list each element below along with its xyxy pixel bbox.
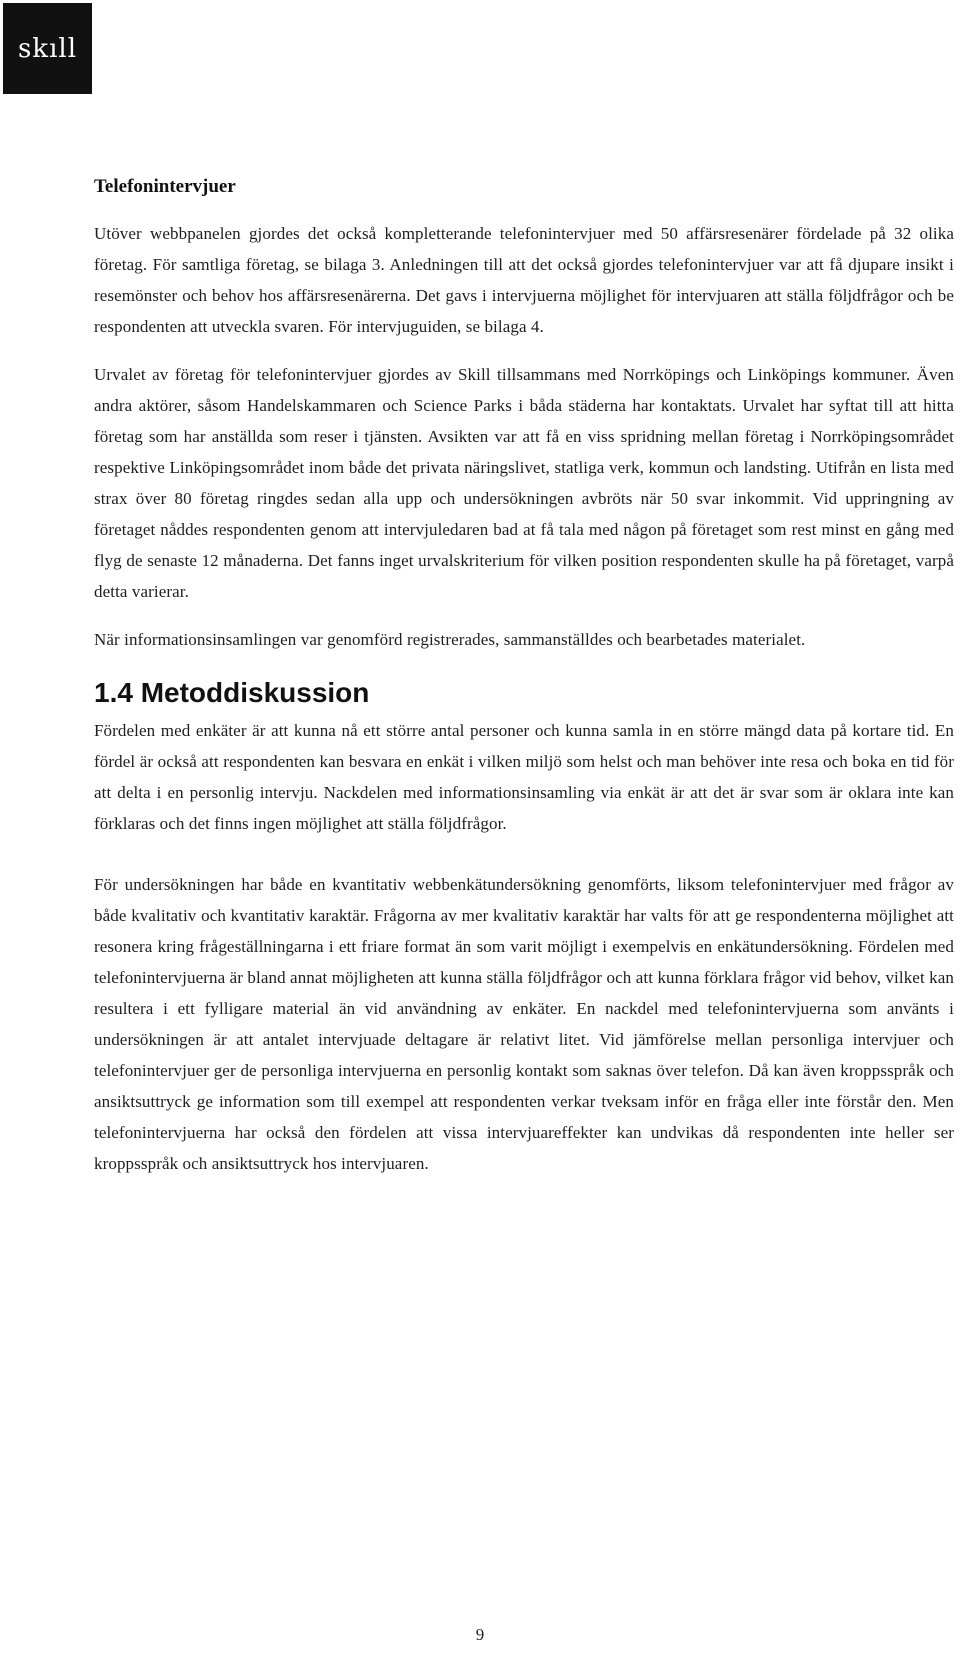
paragraph: Utöver webbpanelen gjordes det också kompletterande telefonintervjuer med 50 affärsresenärer fördelade på 32 olika företag. För samtliga företag, se bilaga 3. Anledningen till att det också gjordes telefonintervjuer var att få djupare insikt i resemönster och behov hos affärsresenärerna. Det gavs i intervjuerna möjlighet för intervjuaren att ställa följdfrågor och be respondenten att utveckla svaren. För intervjuguiden, se bilaga 4. — [94, 224, 954, 336]
skill-logo — [3, 3, 92, 94]
document-body — [94, 168, 954, 1196]
section-heading-metoddiskussion: 1.4 Metoddiskussion — [94, 677, 370, 708]
paragraph: Fördelen med enkäter är att kunna nå ett större antal personer och kunna samla in en större mängd data på kortare tid. En fördel är också att respondenten kan besvara en enkät i vilken miljö som helst och man behöver inte resa och boka en tid för att delta i en personlig intervju. Nackdelen med informationsinsamling via enkät är att det är svar som är oklara inte kan förklaras och det finns ingen möjlighet att ställa följdfrågor. — [94, 721, 954, 833]
paragraph: För undersökningen har både en kvantitativ webbenkätundersökning genomförts, liksom telefonintervjuer med frågor av både kvalitativ och kvantitativ karaktär. Frågorna av mer kvalitativ karaktär har valts för att ge respondenterna möjlighet att resonera kring frågeställningarna i ett friare format än som varit möjligt i exempelvis en enkätundersökning. Fördelen med telefonintervjuerna är bland annat möjligheten att kunna ställa följdfrågor och att kunna förklara frågor vid behov, vilket kan resultera i ett fylligare material än vid användning av enkäter. En nackdel med telefonintervjuerna som använts i undersökningen är att antalet intervjuade deltagare är relativt litet. Vid jämförelse mellan personliga intervjuer och telefonintervjuer ger de personliga intervjuerna en personlig kontakt som saknas över telefon. Då kan även kroppsspråk och ansiktsuttryck ge information som till exempel att respondenten verkar tveksam inför en fråga eller inte förstår den. Men telefonintervjuerna har också den fördelen att vissa intervjuareffekter kan undvikas då respondenten inte heller ser kroppsspråk och ansiktsuttryck hos intervjuaren. — [94, 875, 954, 1173]
page-number: 9 — [475, 1625, 485, 1644]
paragraph: När informationsinsamlingen var genomförd registrerades, sammanställdes och bearbetades materialet. — [94, 630, 806, 649]
logo-text: skıll — [17, 33, 78, 64]
section-heading-telefonintervjuer: Telefonintervjuer — [94, 176, 236, 197]
paragraph: Urvalet av företag för telefonintervjuer gjordes av Skill tillsammans med Norrköpings och Linköpings kommuner. Även andra aktörer, såsom Handelskammaren och Science Parks i båda städerna har kontaktats. Urvalet har syftat till att hitta företag som har anställda som reser i tjänsten. Avsikten var att få en viss spridning mellan företag i Norrköpingsområdet respektive Linköpingsområdet inom både det privata näringslivet, statliga verk, kommun och landsting. Utifrån en lista med strax över 80 företag ringdes sedan alla upp och undersökningen avbröts när 50 svar inkommit. Vid uppringning av företaget nåddes respondenten genom att intervjuledaren bad at få tala med någon på företaget som rest minst en gång med flyg de senaste 12 månaderna. Det fanns inget urvalskriterium för vilken position respondenten skulle ha på företaget, varpå detta varierar. — [94, 365, 954, 601]
